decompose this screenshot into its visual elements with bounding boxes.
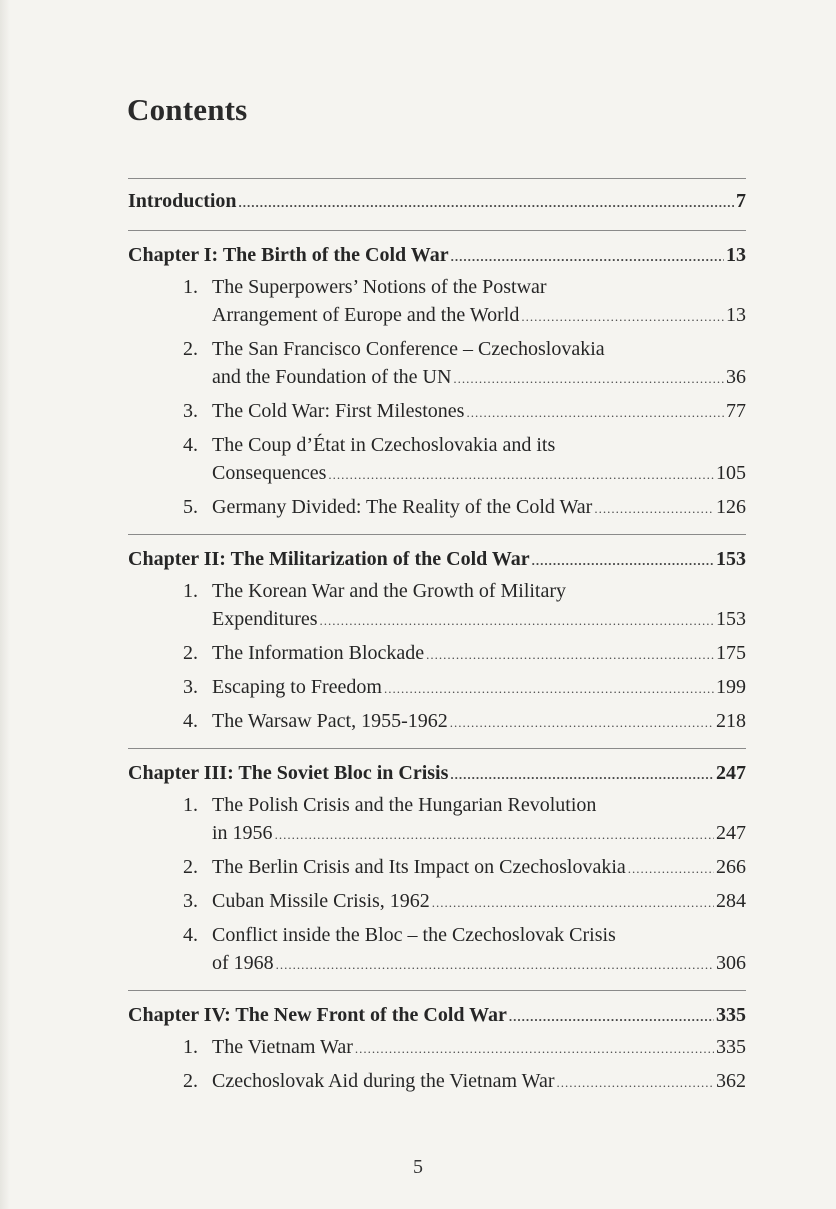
divider [128, 990, 746, 991]
section-body [212, 639, 746, 669]
entry-page: 7 [736, 190, 746, 212]
toc-entry-section [128, 673, 746, 703]
section-list [128, 273, 746, 523]
section-title-line2-row [212, 1067, 746, 1097]
section-page: 284 [716, 890, 746, 912]
dot-leader [320, 607, 714, 635]
section-number: 1. [183, 794, 198, 816]
section-number: 3. [183, 400, 198, 422]
section-page: 266 [716, 856, 746, 878]
chapter-page: 247 [716, 762, 746, 784]
section-title-line2: Germany Divided: The Reality of the Cold War [212, 496, 593, 518]
divider [128, 534, 746, 535]
section-body [212, 791, 746, 849]
table-of-contents [128, 178, 746, 1108]
section-title-line2-row [212, 673, 746, 703]
section-page: 362 [716, 1070, 746, 1092]
toc-entry-section [128, 921, 746, 979]
section-body [212, 707, 746, 737]
section-title-line2: in 1956 [212, 822, 273, 844]
chapter-page: 153 [716, 548, 746, 570]
dot-leader [594, 495, 714, 523]
section-body [212, 397, 746, 427]
dot-leader [557, 1069, 715, 1097]
section-number: 3. [183, 676, 198, 698]
section-body [212, 853, 746, 883]
section-number: 3. [183, 890, 198, 912]
section-page: 199 [716, 676, 746, 698]
section-title-line2-row [212, 853, 746, 883]
dot-leader [466, 399, 724, 427]
section-page: 13 [726, 304, 746, 326]
chapter-block [128, 990, 746, 1097]
section-page: 306 [716, 952, 746, 974]
section-page: 175 [716, 642, 746, 664]
section-title-line2: The Vietnam War [212, 1036, 353, 1058]
toc-entry-section [128, 273, 746, 331]
toc-entry-section [128, 1033, 746, 1063]
chapter-page: 335 [716, 1004, 746, 1026]
section-title-line2-row [212, 1033, 746, 1063]
section-list [128, 791, 746, 979]
dot-leader [521, 303, 724, 331]
toc-entry-chapter [128, 545, 746, 575]
toc-entry-section [128, 335, 746, 393]
section-list [128, 577, 746, 737]
toc-entry-section [128, 397, 746, 427]
section-page: 153 [716, 608, 746, 630]
dot-leader [628, 855, 714, 883]
section-title-line2-row [212, 493, 746, 523]
section-number: 2. [183, 338, 198, 360]
section-title-line2-row [212, 301, 746, 331]
section-page: 105 [716, 462, 746, 484]
section-title-line1: The Polish Crisis and the Hungarian Revolution [212, 794, 597, 816]
chapter-block [128, 230, 746, 523]
toc-entry-section [128, 1067, 746, 1097]
section-page: 36 [726, 366, 746, 388]
toc-entry-chapter [128, 241, 746, 271]
section-title-line2: Czechoslovak Aid during the Vietnam War [212, 1070, 555, 1092]
section-page: 247 [716, 822, 746, 844]
section-number: 2. [183, 856, 198, 878]
section-number: 5. [183, 496, 198, 518]
section-body [212, 431, 746, 489]
section-title-line2-row [212, 363, 746, 393]
chapter-list [128, 230, 746, 1097]
chapter-block [128, 748, 746, 979]
dot-leader [432, 889, 714, 917]
page-number: 5 [413, 1156, 423, 1178]
dot-leader [509, 1003, 714, 1031]
section-body [212, 1033, 746, 1063]
section-body [212, 493, 746, 523]
section-number: 4. [183, 434, 198, 456]
toc-entry-introduction [128, 187, 746, 217]
section-title-line1: The San Francisco Conference – Czechoslovakia [212, 338, 605, 360]
section-title-line2-row [212, 949, 746, 979]
section-body [212, 1067, 746, 1097]
dot-leader [450, 709, 714, 737]
section-page: 218 [716, 710, 746, 732]
section-title-line2: Expenditures [212, 608, 318, 630]
section-title-line2: and the Foundation of the UN [212, 366, 452, 388]
dot-leader [328, 461, 714, 489]
section-page: 335 [716, 1036, 746, 1058]
dot-leader [239, 189, 734, 217]
divider [128, 230, 746, 231]
toc-entry-section [128, 707, 746, 737]
section-body [212, 921, 746, 979]
chapter-block [128, 534, 746, 737]
section-title-line2-row [212, 887, 746, 917]
section-number: 1. [183, 1036, 198, 1058]
dot-leader [426, 641, 714, 669]
section-title-line2-row [212, 397, 746, 427]
chapter-page: 13 [726, 244, 746, 266]
section-body [212, 577, 746, 635]
section-title-line1: The Coup d’État in Czechoslovakia and its [212, 434, 556, 456]
section-title-line2-row [212, 707, 746, 737]
section-number: 1. [183, 580, 198, 602]
section-body [212, 335, 746, 393]
section-title-line1: Conflict inside the Bloc – the Czechoslovak Crisis [212, 924, 616, 946]
divider [128, 748, 746, 749]
section-title-line2-row [212, 819, 746, 849]
divider [128, 178, 746, 179]
spine-shadow [0, 0, 10, 1209]
section-body [212, 887, 746, 917]
section-title-line2-row [212, 459, 746, 489]
section-number: 4. [183, 924, 198, 946]
section-title-line2: Escaping to Freedom [212, 676, 382, 698]
dot-leader [450, 761, 714, 789]
section-number: 2. [183, 1070, 198, 1092]
section-number: 2. [183, 642, 198, 664]
section-title-line2-row [212, 639, 746, 669]
section-body [212, 673, 746, 703]
section-title-line2: The Warsaw Pact, 1955-1962 [212, 710, 448, 732]
section-title-line2: Arrangement of Europe and the World [212, 304, 520, 326]
chapter-title: Chapter I: The Birth of the Cold War [128, 244, 449, 266]
dot-leader [451, 243, 724, 271]
section-number: 4. [183, 710, 198, 732]
section-title-line2-row [212, 605, 746, 635]
dot-leader [276, 951, 714, 979]
section-page: 77 [726, 400, 746, 422]
toc-entry-section [128, 493, 746, 523]
section-title-line1: The Korean War and the Growth of Military [212, 580, 567, 602]
dot-leader [453, 365, 724, 393]
chapter-title: Chapter III: The Soviet Bloc in Crisis [128, 762, 449, 784]
dot-leader [275, 821, 714, 849]
page-title: Contents [127, 92, 248, 127]
dot-leader [532, 547, 714, 575]
section-page: 126 [716, 496, 746, 518]
section-list [128, 1033, 746, 1097]
chapter-title: Chapter IV: The New Front of the Cold War [128, 1004, 507, 1026]
toc-entry-section [128, 887, 746, 917]
section-title-line2: Cuban Missile Crisis, 1962 [212, 890, 430, 912]
section-title-line2: of 1968 [212, 952, 274, 974]
toc-entry-section [128, 791, 746, 849]
section-title-line1: The Superpowers’ Notions of the Postwar [212, 276, 547, 298]
section-body [212, 273, 746, 331]
toc-entry-section [128, 431, 746, 489]
toc-entry-section [128, 577, 746, 635]
section-title-line2: The Cold War: First Milestones [212, 400, 465, 422]
section-title-line2: The Information Blockade [212, 642, 425, 664]
dot-leader [384, 675, 714, 703]
section-title-line2: The Berlin Crisis and Its Impact on Czechoslovakia [212, 856, 626, 878]
chapter-title: Chapter II: The Militarization of the Cold War [128, 548, 530, 570]
entry-label: Introduction [128, 190, 237, 212]
dot-leader [355, 1035, 714, 1063]
toc-entry-section [128, 639, 746, 669]
toc-entry-chapter [128, 1001, 746, 1031]
toc-entry-chapter [128, 759, 746, 789]
section-number: 1. [183, 276, 198, 298]
section-title-line2: Consequences [212, 462, 327, 484]
toc-entry-section [128, 853, 746, 883]
